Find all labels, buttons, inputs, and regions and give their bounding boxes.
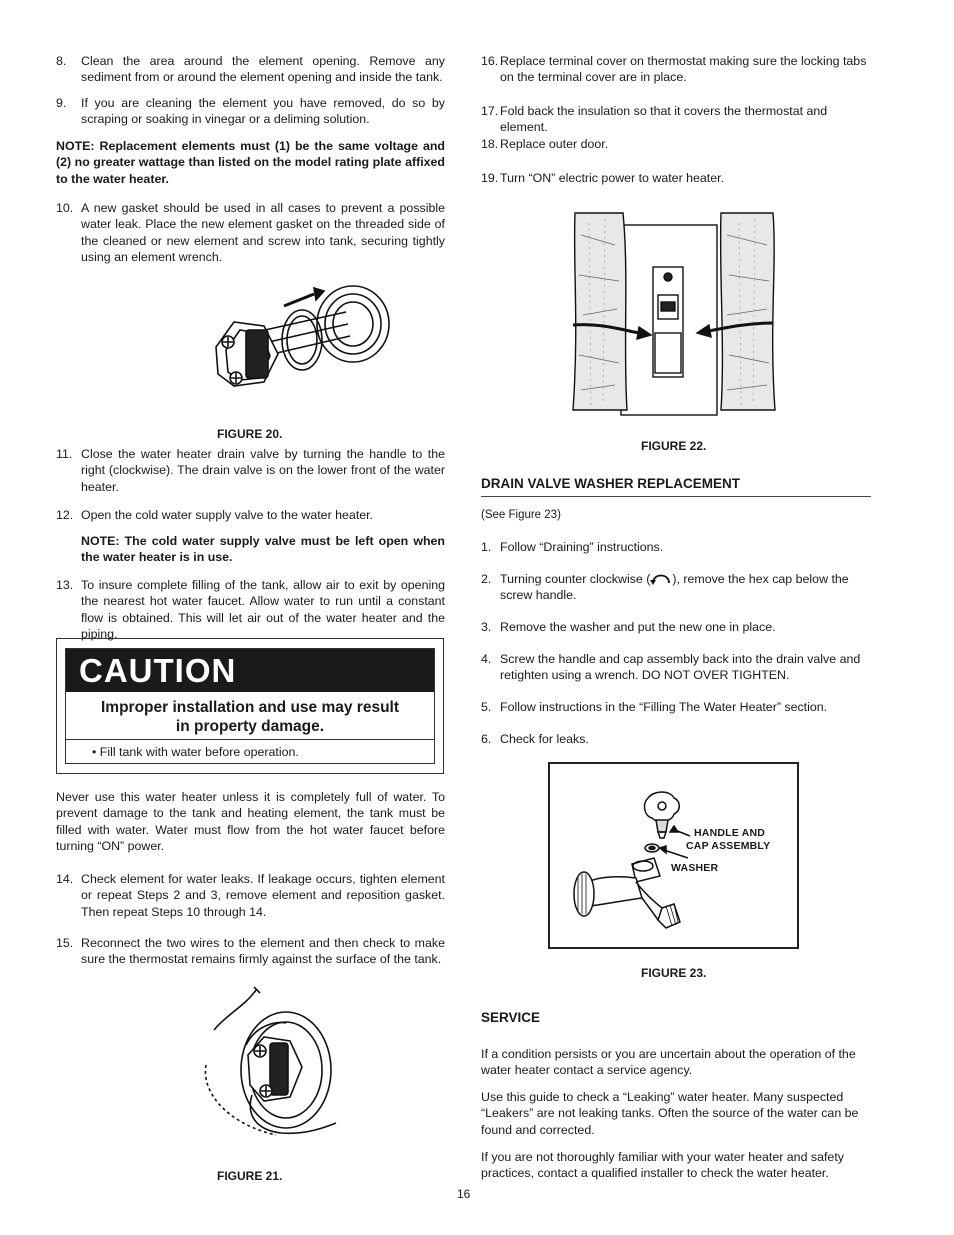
figure-21-caption: FIGURE 21. xyxy=(217,1169,283,1183)
handle-cap-label-line-2: CAP ASSEMBLY xyxy=(686,840,771,852)
drain-step-2: 2. Turning counter clockwise ( ), remove the hex cap below the screw handle. xyxy=(481,571,871,604)
handle-cap-label-line-1: HANDLE AND xyxy=(694,827,766,839)
drain-step-6: 6. Check for leaks. xyxy=(481,732,589,746)
step-17: 17. Fold back the insulation so that it covers the thermostat and element. xyxy=(481,104,828,135)
step-8: 8. Clean the area around the element opening. Remove any sediment from or around the element opening and inside the tank. xyxy=(56,54,445,85)
step-18: 18. Replace outer door. xyxy=(481,137,609,151)
step-12: 12. Open the cold water supply valve to the water heater. xyxy=(56,508,374,522)
caution-message-line-2: in property damage. xyxy=(175,718,325,735)
step-11: 11. Close the water heater drain valve by turning the handle to the right (clockwise). The drain valve is on the lower front of the water heater. xyxy=(56,447,445,494)
note-replacement-elements: NOTE: Replacement elements must (1) be the same voltage and (2) no greater wattage than listed on the model rating plate affixed to the water heater. xyxy=(56,139,445,186)
step-16: 16. Replace terminal cover on thermostat making sure the locking tabs on the terminal cover are in place. xyxy=(481,54,867,85)
drain-step-1: 1. Follow “Draining” instructions. xyxy=(481,540,664,554)
caution-title: CAUTION xyxy=(66,649,434,692)
drain-step-5: 5. Follow instructions in the “Filling The Water Heater” section. xyxy=(481,700,828,714)
service-heading: SERVICE xyxy=(481,1010,541,1025)
caution-bullet: • Fill tank with water before operation. xyxy=(92,745,299,759)
right-column-lower xyxy=(481,0,871,1235)
note-cold-water-valve: NOTE: The cold water supply valve must be left open when the water heater is in use. xyxy=(81,534,445,565)
washer-label: WASHER xyxy=(671,862,719,874)
step-10: 10. A new gasket should be used in all cases to prevent a possible water leak. Place the new element gasket on the threaded side of the cleaned or new element and screw into tank, securing tightly using an element wrench. xyxy=(56,201,445,265)
step-15: 15. Reconnect the two wires to the element and then check to make sure the thermostat remains firmly against the surface of the tank. xyxy=(56,936,445,967)
figure-22-caption: FIGURE 22. xyxy=(641,439,707,453)
service-paragraph-1: If a condition persists or you are uncertain about the operation of the water heater contact a service agency. xyxy=(481,1047,856,1078)
service-paragraph-3: If you are not thoroughly familiar with your water heater and safety practices, contact a qualified installer to check the water heater. xyxy=(481,1150,844,1181)
never-use-paragraph: Never use this water heater unless it is completely full of water. To prevent damage to the tank and heating element, the tank must be filled with water. Water must flow from the hot water faucet before turning “ON” power. xyxy=(56,790,445,854)
drain-valve-heading: DRAIN VALVE WASHER REPLACEMENT xyxy=(481,476,871,497)
step-9: 9. If you are cleaning the element you have removed, do so by scraping or soaking in vinegar or a deliming solution. xyxy=(56,96,445,127)
left-column-lower xyxy=(56,0,445,1235)
figure-21-element-wires-illustration xyxy=(186,985,346,1145)
see-figure-23-reference: (See Figure 23) xyxy=(481,509,561,521)
drain-step-4: 4. Screw the handle and cap assembly back into the drain valve and retighten using a wrench. DO NOT OVER TIGHTEN. xyxy=(481,652,861,683)
caution-message-line-1: Improper installation and use may result xyxy=(100,699,400,716)
step-13: 13. To insure complete filling of the tank, allow air to exit by opening the nearest hot water faucet. Allow water to run until a constant flow is obtained. This will let air out of the water heater and the piping. xyxy=(56,578,445,642)
service-paragraph-2: Use this guide to check a “Leaking” water heater. Many suspected “Leakers” are not leaking tanks. Often the source of the water can be found and corrected. xyxy=(481,1090,859,1137)
step-19: 19. Turn “ON” electric power to water heater. xyxy=(481,171,725,185)
figure-23-caption: FIGURE 23. xyxy=(641,966,707,980)
page-number: 16 xyxy=(457,1187,471,1201)
drain-step-2-text: Turning counter clockwise ( ), remove the hex cap below the screw handle. xyxy=(500,572,849,603)
figure-20-caption: FIGURE 20. xyxy=(217,427,283,441)
drain-step-3: 3. Remove the washer and put the new one in place. xyxy=(481,620,776,634)
step-14: 14. Check element for water leaks. If leakage occurs, tighten element or repeat Steps 2 and 3, remove element and reposition gasket. Then repeat Steps 10 through 14. xyxy=(56,872,445,919)
